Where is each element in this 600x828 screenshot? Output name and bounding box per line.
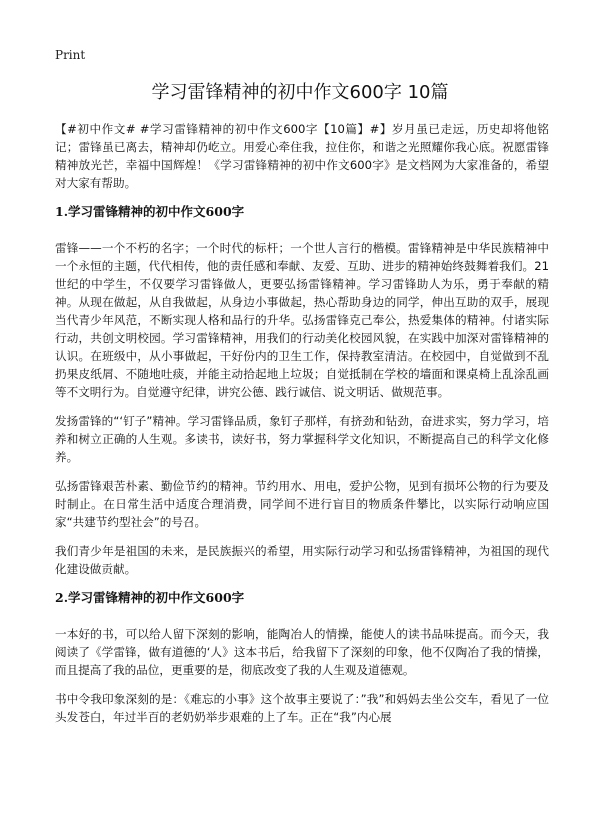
section-1-paragraph-2: 发扬雷锋的“‘钉子”精神。学习雷锋品质，象钉子那样，有挤劲和钻劲，奋进求实，努力学习，培养和树立正确的人生观。多读书，读好书，努力掌握科学文化知识，不断提高自己的科学文化修养。 bbox=[55, 414, 549, 464]
section-1-heading: 1.学习雷锋精神的初中作文600字 bbox=[55, 204, 245, 219]
intro-paragraph: 【#初中作文# #学习雷锋精神的初中作文600字【10篇】#】岁月虽已走远，历史却将他铭记；雷锋虽已离去，精神却仍屹立。用爱心牵住我，拉住你，和谐之光照耀你我心底。祝愿雷锋精神放光芒，幸福中国辉煌！《学习雷锋精神的初中作文600字》是文档网为大家准备的，希望对大家有帮助。 bbox=[55, 122, 549, 190]
print-link[interactable]: Print bbox=[55, 48, 86, 62]
section-2-paragraph-1: 一本好的书，可以给人留下深刻的影响，能陶冶人的情操，能使人的读书品味提高。而今天，我阅读了《学雷锋，做有道德的‘人》这本书后，给我留下了深刻的印象，他不仅陶冶了我的情操，而且提高了我的品位，更重要的是，彻底改变了我的人生观及道德观。 bbox=[55, 627, 549, 677]
document-title: 学习雷锋精神的初中作文600字 10篇 bbox=[151, 82, 449, 103]
section-1-paragraph-1: 雷锋——一个不朽的名字；一个时代的标杆；一个世人言行的楷模。雷锋精神是中华民族精神中一个永恒的主题，代代相传，他的责任感和奉献、友爱、互助、进步的精神始终鼓舞着我们。21世纪的中学生，不仅要学习雷锋做人，更要弘扬雷锋精神。学习雷锋助人为乐，勇于奉献的精神。从现在做起，从自我做起，从身边小事做起，热心帮助身边的同学，伸出互助的双手，展现当代青少年风范，不断实现人格和品行的升华。弘扬雷锋克己奉公，热爱集体的精神。付诸实际行动，共创文明校园。学习雷锋精神，用我们的行动美化校园风貌，在实践中加深对雷锋精神的认识。在班级中，从小事做起，干好份内的卫生工作，保持教室清洁。在校园中，自觉做到不乱扔果皮纸屑、不随地吐痰，并能主动拾起地上垃圾；自觉抵制在学校的墙面和课桌椅上乱涂乱画等不文明行为。自觉遵守纪律，讲究公德、践行诚信、说文明话、做规范事。 bbox=[55, 241, 549, 399]
section-1-paragraph-3: 弘扬雷锋艰苦朴素、勤俭节约的精神。节约用水、用电，爱护公物，见到有损坏公物的行为要及时制止。在日常生活中适度合理消费，同学间不进行盲目的物质条件攀比，以实际行动响应国家“共建节约型社会”的号召。 bbox=[55, 479, 549, 529]
section-2-heading: 2.学习雷锋精神的初中作文600字 bbox=[55, 590, 245, 605]
section-2-paragraph-2: 书中令我印象深刻的是：《难忘的小事》这个故事主要说了：”我”和妈妈去坐公交车，看见了一位头发苍白，年过半百的老奶奶举步艰难的上了车。正在“我”内心展 bbox=[55, 692, 549, 724]
section-1-paragraph-4: 我们青少年是祖国的未来，是民族振兴的希望，用实际行动学习和弘扬雷锋精神，为祖国的现代化建设做贡献。 bbox=[55, 544, 549, 576]
document-body bbox=[55, 120, 549, 737]
